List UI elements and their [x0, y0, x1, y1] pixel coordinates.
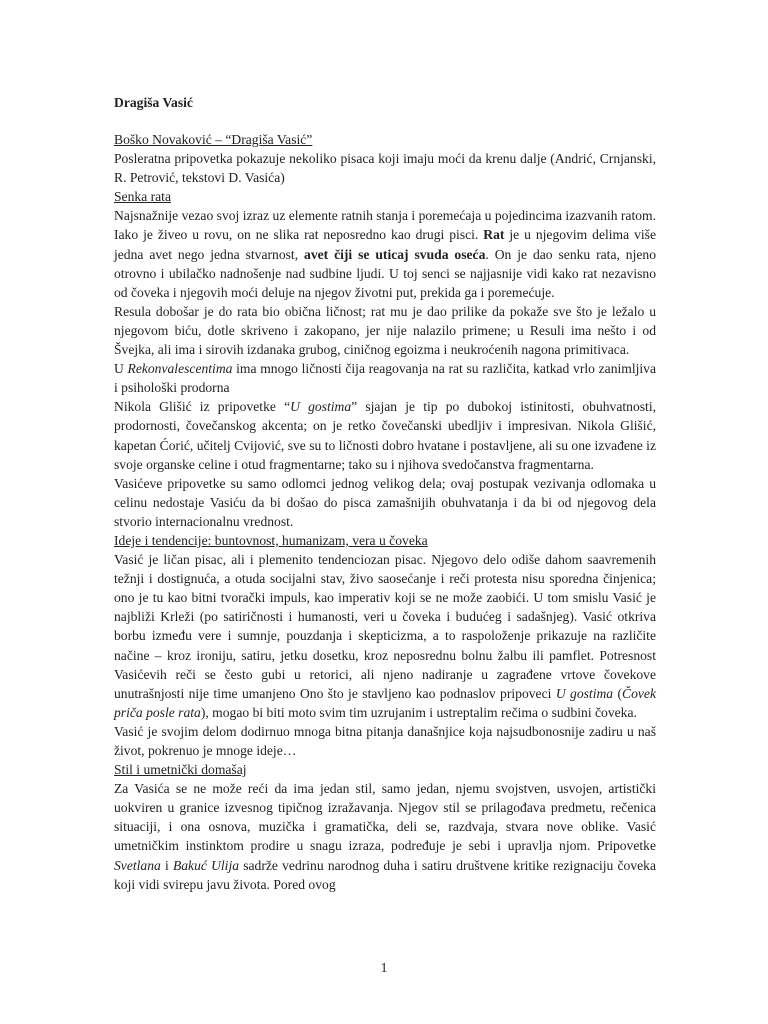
text-run: Vasić je ličan pisac, ali i plemenito tendenciozan pisac. Njegovo delo odiše dahom saavremenih težnji i dostignuća, a otuda socijalni stav, živo saosećanje i reči protesta nisu sporedna činjenica; ono je tu kao bitni tvorački impuls, kao imperativ koji se ne može zaobići. U tom smislu Vasić je najbliži Krleži (po satiričnosti i humanosti, veri u čoveka i budućeg i sadašnjeg). Vasić otkriva borbu između vere i sumnje, pouzdanja i skepticizma, a to raspoloženje prikazuje na različite načine – kroz ironiju, satiru, jetku dosetku, kroz neposrednu bolnu žalbu ili pamflet. Potresnost Vasićevih reči se često gubi u retorici, ali njeno nadiranje u zagrađene vrtove čovekove unutrašnjosti nije time umanjeno Ono što je stavljeno kao podnaslov pripoveci	[114, 552, 656, 701]
text-run: ” sjajan je tip po dubokoj istinitosti, obuhvatnosti, prodornosti, čovečanskog akcenta; on je retko čovečanski ubedljiv i impresivan. Nikola Glišić, kapetan Ćorić, učitelj Cvijović, sve su to ličnosti dobro hvatane i postavljene, ali su one izvađene iz svoje organske celine i otud fragmentarne; tako su i njihova svedočanstva fragmentarna.	[114, 399, 656, 472]
bold-text: avet čiji se uticaj svuda oseća	[304, 246, 486, 262]
page-number: 1	[380, 960, 388, 975]
italic-title: Bakuć Ulija	[172, 857, 240, 873]
section-heading-ideje: Ideje i tendencije: buntovnost, humanizam, vera u čoveka	[114, 532, 428, 548]
italic-title: U gostima	[555, 685, 614, 701]
paragraph-4	[114, 397, 656, 473]
document-title: Dragiša Vasić	[114, 95, 193, 110]
bold-text: Rat	[483, 227, 505, 243]
paragraph-5: Vasićeve pripovetke su samo odlomci jednog velikog dela; ovaj postupak vezivanja odlomaka u celinu nedostaje Vasiću da bi došao do pisca zamašnijih obuhvatanja i da bi od njegovog dela stvorio internacionalnu vrednost.	[114, 475, 656, 529]
section-heading-senka-rata: Senka rata	[114, 189, 171, 205]
text-run: sadrže vedrinu narodnog duha i satiru društvene kritike rezignaciju čoveka koji vidi svirepu javu života. Pored ovog	[114, 857, 656, 892]
intro-paragraph: Posleratna pripovetka pokazuje nekoliko pisaca koji imaju moći da krenu dalje (Andrić, Crnjanski, R. Petrović, tekstovi D. Vasića)	[114, 151, 656, 186]
text-run: Nikola Glišić iz pripovetke “	[114, 399, 291, 415]
source-heading: Boško Novaković – “Dragiša Vasić”	[114, 132, 313, 147]
paragraph-3	[114, 359, 656, 397]
paragraph-7: Vasić je svojim delom dodirnuo mnoga bitna pitanja današnjice koja najsudbonosnije zadiru u naš život, pokrenuo je mnoge ideje…	[114, 723, 656, 758]
italic-title: Rekonvalescentima	[127, 361, 233, 377]
text-run: (	[613, 685, 623, 701]
paragraph-8	[114, 779, 656, 894]
paragraph-6	[114, 550, 656, 722]
italic-title: Svetlana	[114, 857, 161, 873]
italic-title: U gostima	[290, 399, 352, 415]
section-heading-stil: Stil i umetnički domašaj	[114, 762, 247, 778]
text-run: . On je dao senku rata, njeno otrovno i ubilačko nadnošenje nad sudbine ljudi. U toj senci se najjasnije vidi kako rat nezavisno od čoveka i njegovih moći deluje na njegov životni put, prekida ga i poremećuje.	[114, 246, 657, 300]
paragraph-2: Resula dobošar je do rata bio obična ličnost; rat mu je dao prilike da pokaže sve što je ležalo u njegovom biću, dotle skriveno i zakopano, jer nije nalazilo primene; u Resuli ima nešto i od Švejka, ali ima i sirovih izdanaka grubog, ciničnog egoizma i neukroćenih nagona primitivaca.	[114, 303, 656, 358]
text-run: Za Vasića se ne može reći da ima jedan stil, samo jedan, njemu svojstven, usvojen, artistički uokviren u granice izvesnog tipičnog izražavanja. Njegov stil se prilagođava predmetu, rečenica situaciji, i ona osnova, muzička i gramatička, deli se, razdvaja, stvara nove oblike. Vasić umetničkim instinktom prodire u snagu izraza, podređuje je sebi i upravlja njom. Pripovetke	[114, 781, 656, 854]
italic-subtitle: Čovek priča posle rata	[114, 685, 656, 720]
text-run: U	[114, 361, 128, 377]
text-run: Najsnažnije vezao svoj izraz uz elemente ratnih stanja i poremećaja u pojedincima izazvanih ratom. Iako je živeo u rovu, on ne slika rat neposredno kao drugi pisci.	[114, 208, 656, 243]
blank-line	[114, 112, 656, 130]
text-run: i	[160, 857, 173, 873]
document-body	[114, 93, 656, 894]
text-run: je u njegovim delima više jedna avet nego jedna stvarnost,	[114, 227, 656, 262]
text-run: ima mnogo ličnosti čija reagovanja na rat su različita, katkad vrlo zanimljiva i psihološki prodorna	[114, 361, 656, 396]
text-run: ), mogao bi biti moto svim tim uzrujanim i ustreptalim rečima o sudbini čoveka.	[200, 704, 637, 720]
paragraph-1	[114, 206, 656, 301]
